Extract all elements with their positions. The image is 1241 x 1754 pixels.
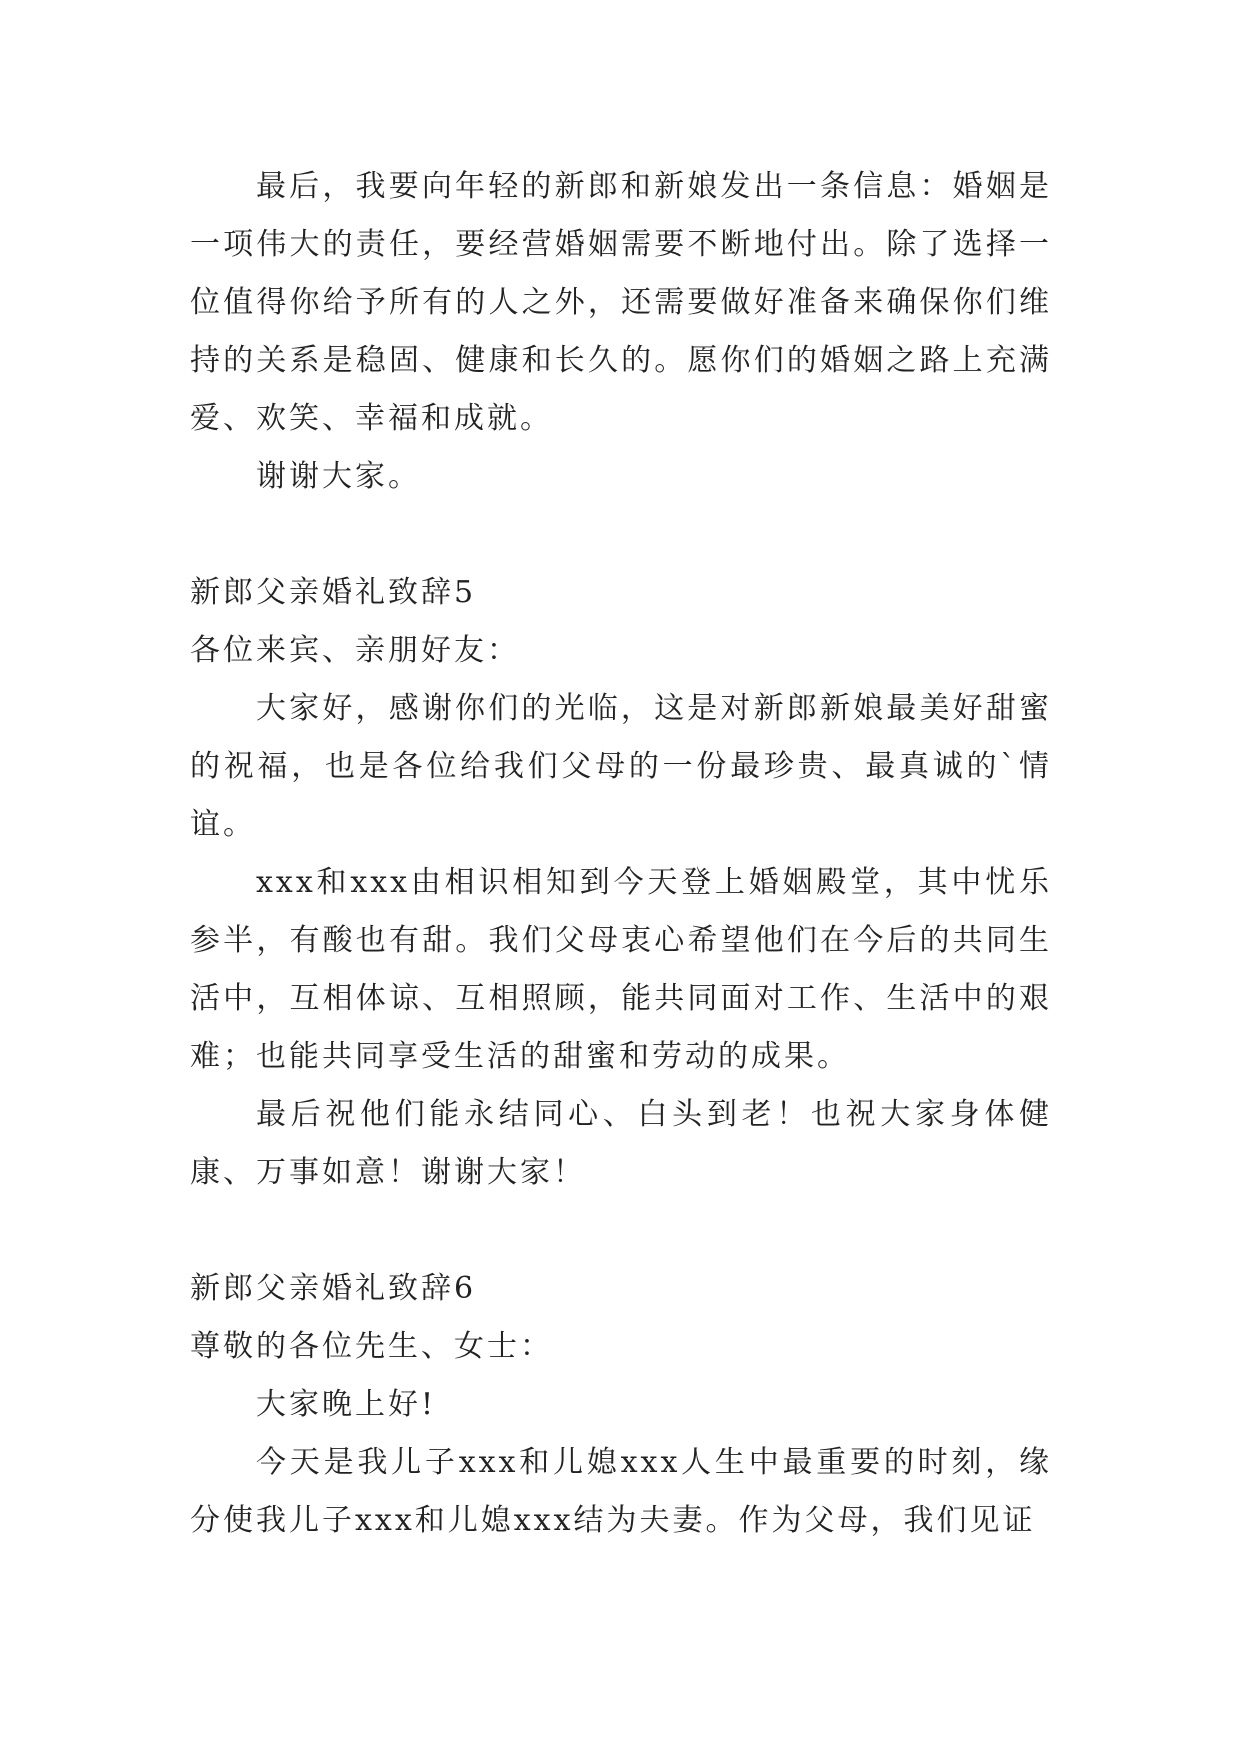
section-gap <box>190 1202 1052 1260</box>
document-page <box>190 158 1052 1550</box>
section-heading-5: 新郎父亲婚礼致辞5 <box>190 575 477 610</box>
salutation-5: 各位来宾、亲朋好友： <box>190 633 520 668</box>
paragraph-wishes-5: xxx和xxx由相识相知到今天登上婚姻殿堂，其中忧乐参半，有酸也有甜。我们父母衷心希望他们在今后的共同生活中，互相体谅、互相照顾，能共同面对工作、生活中的艰难；也能共同享受生活的甜蜜和劳动的成果。 <box>190 865 1052 1074</box>
paragraph-thanks: 谢谢大家。 <box>256 459 421 494</box>
paragraph-closing-5: 最后祝他们能永结同心、白头到老！也祝大家身体健康、万事如意！谢谢大家！ <box>190 1097 1052 1190</box>
section-gap <box>190 506 1052 564</box>
paragraph-greeting-5: 大家好，感谢你们的光临，这是对新郎新娘最美好甜蜜的祝福，也是各位给我们父母的一份最珍贵、最真诚的`情谊。 <box>190 691 1052 842</box>
section-heading-6: 新郎父亲婚礼致辞6 <box>190 1271 477 1306</box>
salutation-6: 尊敬的各位先生、女士： <box>190 1329 553 1364</box>
paragraph-body-6: 今天是我儿子xxx和儿媳xxx人生中最重要的时刻，缘分使我儿子xxx和儿媳xxx结为夫妻。作为父母，我们见证 <box>190 1445 1052 1538</box>
paragraph-closing-message: 最后，我要向年轻的新郎和新娘发出一条信息：婚姻是一项伟大的责任，要经营婚姻需要不断地付出。除了选择一位值得你给予所有的人之外，还需要做好准备来确保你们维持的关系是稳固、健康和长久的。愿你们的婚姻之路上充满爱、欢笑、幸福和成就。 <box>190 169 1052 436</box>
paragraph-greeting-6: 大家晚上好! <box>256 1387 437 1422</box>
